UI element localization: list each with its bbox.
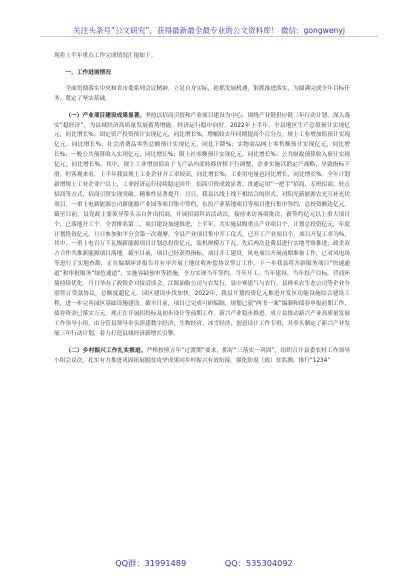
document-body bbox=[54, 52, 350, 367]
footer-qq-number: QQ：535304092 bbox=[224, 558, 293, 568]
paragraph-overview: 全面贯彻落实中央和省市委系列会议精神，立足自身实际，抢抓发展机遇，狠抓推进落实，为圆满完成全年目标任务，奠定了坚实基础。 bbox=[54, 85, 350, 102]
paragraph-rural-revitalization bbox=[54, 347, 350, 367]
footer-contacts bbox=[0, 558, 408, 572]
footer-qq-group: QQ群：31991489 bbox=[115, 558, 187, 568]
intro-line: 现将上半年重点工作完成情况汇报如下。 bbox=[54, 53, 157, 59]
subheading-rural-revitalization: （二）乡村振兴工作扎实推进。 bbox=[65, 348, 147, 355]
industry-projects-text: 坚持以招商引资和产业项目建设为中心，围绕产业链供应链三年行动计划，深入落实“稳经济”，为县域经济高质量发展蓄势增能。经济运行稳中向好。2022年上半年，全县地区生产总值预计实现亿元，同比增长%；固定资产投资预计实现亿元，同比增长%，增幅较去年同期提高个百分点；规上工业增加值预计实现亿元，同比增长%；社会消费品零售总额预计实现亿元，同比下降%；实物商品网上零售额预计实现亿元，同比增长%；一般公共预算收入实现亿元，同比增长%；限上社零额预计实现亿元，同比增长%；公共财政预算收入预计实现亿元，同比增长%。其中，规上工业增加值由于飞产品内部转移价格下行调整，企业实施以销定产战略，导致指标下滑。但客观来看，上半年我县规上工业企业开工率较高，同比增长%，工业用电量也同比增长，同比增长%。全年计划新增规上工业企业户以上，工业经济运行持续稳定回升。招商引资成效显著。贯通运用“一把手”招商、专班招商、驻点招商等方式，招商引资实现突破，精准性显著提升。月日，我县以线上线下相结合的形式，对阳光新能源农光互补光伏项目、一重上电新能源公司新能源产业园等项目集中签约，东投产业基地项目等项目进行集中签约，总投资额达亿元。截至目前，县党政主要领导带头亲自外出招商，开展招商拜访活动次，接待来访客商批次，新签约亿元以上重大项目个，已落地开工个。全省排名第二，项目建设加速推进，上半年，共实施县级重点产业项目个，计划总投资亿元，年度计划投资亿元，月日参加和平分会第一次观摩，全县产业项目集中开工仪式，已开工产业项目个，项目开复工率为%，其中，一重上电百万千瓦级新能源项目计划总投资亿元，装机规模万千瓦，先后两次赴我县进行实地考察推进，政企双方合作共推新能源项目落地。截至目前，项目已经获得指标，项目开工建设，风电项目开展前期准备工作，已对风电场等进行了实地查勘，正在编制环评报告并有序开展土地征收补偿协议签订工作，下一步我县将开辟服务项目“快速通道”和审批服务“绿色通道”，实施容缺预审等措施，全力实现当年签约、当年开工、当年建设、当年投产目标。营商环境持续优化。月日举办了政银企对接洽谈会，江源油脂公司与农发行，县中赛恩气与农行，县禅禾农生态公司等企业分别签订贷款协议，总额度超亿元。园区建设步伐加快。2022年，我县计划投资亿元推进开发区功能设施综合建设工程，进一步完善园区基础设施建设。截至目前，项目已完成可研编制，规划已获“两书一案”编制和债券申报前期工作，债券资金已落实万元。现正在开展招投标及初步设计等前期工作。新兴产业稳步推进。成立县推动新兴产业高质量发展工作领导小组，由分管县领导牵头组建数字经济、生物经济、冰雪经济、创意设计工作专班，并牵头制定了新兴产业发展三年行动计划，着力打造县域经济新增长引擎。 bbox=[54, 112, 351, 337]
rural-revitalization-text: 严格按照五年“过渡期”要求，抓好“三落实一巩固”，组织召开县委农村工作领导小组会议次，扎实有力推进巩固拓展脱贫攻坚成果同乡村振兴有效衔接。强化防返（致）贫监测，推行“1234” bbox=[54, 348, 350, 365]
subheading-industry-projects: （一）产业项目建设成果显著。 bbox=[65, 112, 146, 119]
section-heading: 一、工作进展情况 bbox=[65, 69, 111, 76]
top-banner bbox=[40, 18, 378, 37]
paragraph-industry-projects bbox=[54, 112, 350, 340]
banner-text: 关注头条号“公文研究”，获得最新最全最专业的公文资料库！ 微信：gongwenyj bbox=[73, 26, 345, 35]
